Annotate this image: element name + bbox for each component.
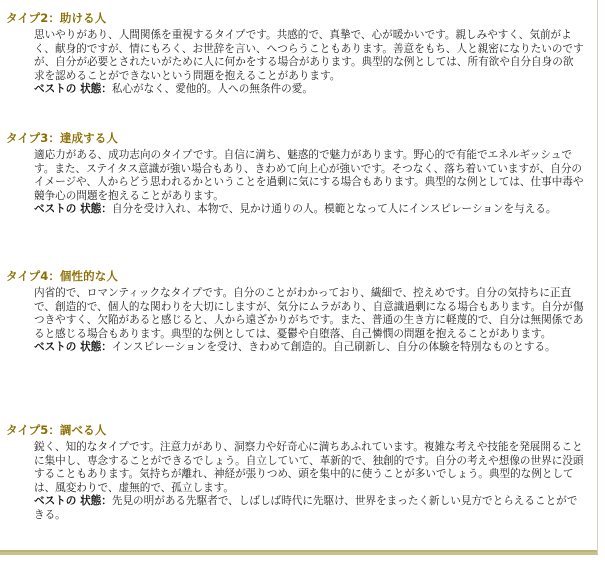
section-description — [34, 149, 584, 217]
description-text: 鋭く、知的なタイプです。注意力があり、洞察力や好奇心に満ちあふれています。複雑な考えや技能を発展開ることに集中し、専念することができるでしょう。自立していて、革新的で、独創的です。自分の考えや想像の世界に没頭することもあります。気持ちが離れ、神経が張りつめ、頭を集中的に使うことが多いでしょう。典型的な例としては、風変わりで、虚無的で、孤立します。 — [34, 441, 584, 494]
description-text: 思いやりがあり、人間関係を重視するタイプです。共感的で、真摯で、心が暖かいです。親しみやすく、気前がよく、献身的ですが、情にもろく、お世辞を言い、へつらうこともあります。善意をもち、人と親密になりたいのですが、自分が必要とされたいがために人に何かをする場合があります。典型的な例としては、所有欲や自分自身の欲求を認めることができないという問題を抱えることがあります。 — [34, 29, 584, 82]
description-text: 適応力がある、成功志向のタイプです。自信に満ち、魅惑的で魅力があります。野心的で有能でエネルギッシュです。また、ステイタス意識が強い場合もあり、きわめて向上心が強いです。そつなく、落ち着いていますが、自分のイメージや、人からどう思われるかということを過剰に気にする場合もあります。典型的な例としては、仕事中毒や競争心の問題を抱えることがあります。 — [34, 149, 584, 202]
best-state-text: インスピレーションを受け、きわめて創造的。自己刷新し、自分の体験を特別なものとする。 — [111, 341, 556, 354]
description-text: 内省的で、ロマンティックなタイプです。自分のことがわかっており、繊細で、控えめです。自分の気持ちに正直で、創造的で、個人的な関わりを大切にしますが、気分にムラがあり、自意識過剰になる場合もあります。自分が傷つきやすく、欠陥があると感じると、人から遠ざかりがちです。また、普通の生き方に軽蔑的で、自分は無関係であると感じる場合もあります。典型的な例としては、憂鬱や自堕落、自己憐憫の問題を抱えることがあります。 — [34, 287, 584, 340]
section-title: タイプ4：個性的な人 — [6, 269, 118, 283]
bottom-divider — [0, 550, 597, 552]
best-state-text: 先見の明がある先駆者で、しばしば時代に先駆け、世界をまったく新しい見方でとらえることができる。 — [34, 495, 578, 521]
section-title: タイプ2：助ける人 — [6, 11, 107, 25]
section-description — [34, 287, 584, 355]
best-state-label: ベストの 状態： — [34, 203, 112, 216]
best-state-text: 私心がなく、愛他的。人への無条件の愛。 — [111, 83, 313, 96]
best-state-label: ベストの 状態： — [34, 495, 112, 508]
best-state-label: ベストの 状態： — [34, 341, 112, 354]
section-title: タイプ3：達成する人 — [6, 131, 118, 145]
section-description — [34, 29, 584, 97]
section-title: タイプ5：調べる人 — [6, 423, 107, 437]
section-description — [34, 441, 584, 523]
best-state-label: ベストの 状態： — [34, 83, 112, 96]
best-state-text: 自分を受け入れ、本物で、見かけ通りの人。模範となって人にインスピレーションを与える。 — [111, 203, 557, 216]
